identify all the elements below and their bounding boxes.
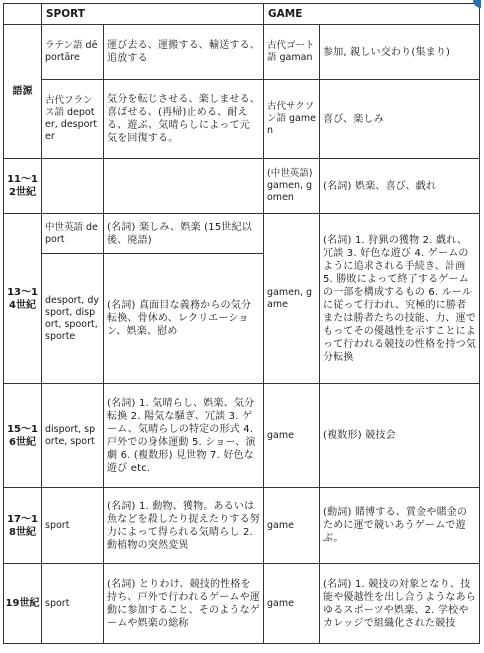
sport-meaning-cell: (名詞) 1. 気晴らし、娯楽、気分転換 2. 陽気な騒ぎ、冗談 3. ゲーム、気晴らしの特定の形式 4. 戸外での身体運動 5. ショー、演劇 6. (複数形) 見世物 7. 好色な遊び etc.	[104, 384, 264, 488]
game-word-cell: 古代ゴート語 gaman	[264, 25, 320, 80]
table-row	[4, 564, 480, 644]
game-meaning-cell: (名詞) 1. 狩猟の獲物 2. 戯れ、冗談 3. 好色な遊び 4. ゲームのように追求される手続き、計画 5. 勝敗によって終了するゲームの一部を構成するもの 6. ルールに従って行われ、究極的に勝者または勝者たちの技能、力、運でもってその優越性を示すことによって行われる競技の性格を持つ気分転換	[320, 214, 480, 384]
era-cell: 11～12世紀	[4, 159, 42, 214]
game-meaning-cell: (名詞) 1. 競技の対象となり、技能や優越性を出し合うようなあらゆるスポーツや娯楽、2. 学校やカレッジで組織化された競技	[320, 564, 480, 644]
table-row	[4, 80, 480, 159]
game-word-cell: (中世英語) gamen, gomen	[264, 159, 320, 214]
sport-game-etymology-table	[3, 3, 480, 644]
era-cell: 17～18世紀	[4, 488, 42, 564]
table-row	[4, 159, 480, 214]
sport-meaning-cell: 気分を転じさせる、楽しませる、喜ばせる、(再帰)止める、耐える、遊ぶ、気晴らしによって元気を回復する。	[104, 80, 264, 159]
sport-word-cell: desport, dysport, disport, spoort, sporte	[42, 254, 104, 384]
header-sport: SPORT	[42, 4, 264, 25]
sport-word-cell: sport	[42, 564, 104, 644]
table-row	[4, 488, 480, 564]
era-cell: 15～16世紀	[4, 384, 42, 488]
game-meaning-cell: 喜び、楽しみ	[320, 80, 480, 159]
sport-meaning-cell: (名詞) とりわけ、競技的性格を持ち、戸外で行われるゲームや運動に参加すること、そのようなゲームや娯楽の総称	[104, 564, 264, 644]
sport-word-cell: 中世英語 deport	[42, 214, 104, 254]
game-word-cell: gamen, game	[264, 214, 320, 384]
sport-word-cell: 古代フランス語 depoter, desporter	[42, 80, 104, 159]
sport-word-cell: sport	[42, 488, 104, 564]
game-word-cell: game	[264, 488, 320, 564]
table-row	[4, 214, 480, 254]
sport-word-cell	[42, 159, 104, 214]
sport-meaning-cell: (名詞) 楽しみ、娯楽 (15世紀以後、廃語)	[104, 214, 264, 254]
game-word-cell: game	[264, 384, 320, 488]
sport-meaning-cell: (名詞) 真面目な義務からの気分転換、骨休め、レクリエーション、娯楽、慰め	[104, 254, 264, 384]
era-cell: 19世紀	[4, 564, 42, 644]
game-meaning-cell: (動詞) 賭博する、賞金や賭金のために運で競いあうゲームで遊ぶ。	[320, 488, 480, 564]
sport-meaning-cell: (名詞) 1. 動物、獲物。あるいは魚などを殺したり捉えたりする努力によって得られる気晴らし 2. 動植物の突然変異	[104, 488, 264, 564]
era-cell: 語源	[4, 25, 42, 159]
game-meaning-cell: (名詞) 娯楽、喜び、戯れ	[320, 159, 480, 214]
game-meaning-cell: (複数形) 競技会	[320, 384, 480, 488]
etymology-table-page	[3, 3, 479, 648]
game-word-cell: 古代サクソン語 gamen	[264, 80, 320, 159]
era-cell: 13～14世紀	[4, 214, 42, 384]
sport-meaning-cell	[104, 159, 264, 214]
sport-word-cell: disport, sporte, sport	[42, 384, 104, 488]
header-row	[4, 4, 480, 25]
header-game: GAME	[264, 4, 480, 25]
table-row	[4, 25, 480, 80]
header-blank-cell	[4, 4, 42, 25]
game-meaning-cell: 参加, 親しい交わり(集まり)	[320, 25, 480, 80]
table-row	[4, 384, 480, 488]
sport-word-cell: ラテン語 dēportāre	[42, 25, 104, 80]
game-word-cell: game	[264, 564, 320, 644]
sport-meaning-cell: 運び去る、運搬する、輸送する、追放する	[104, 25, 264, 80]
